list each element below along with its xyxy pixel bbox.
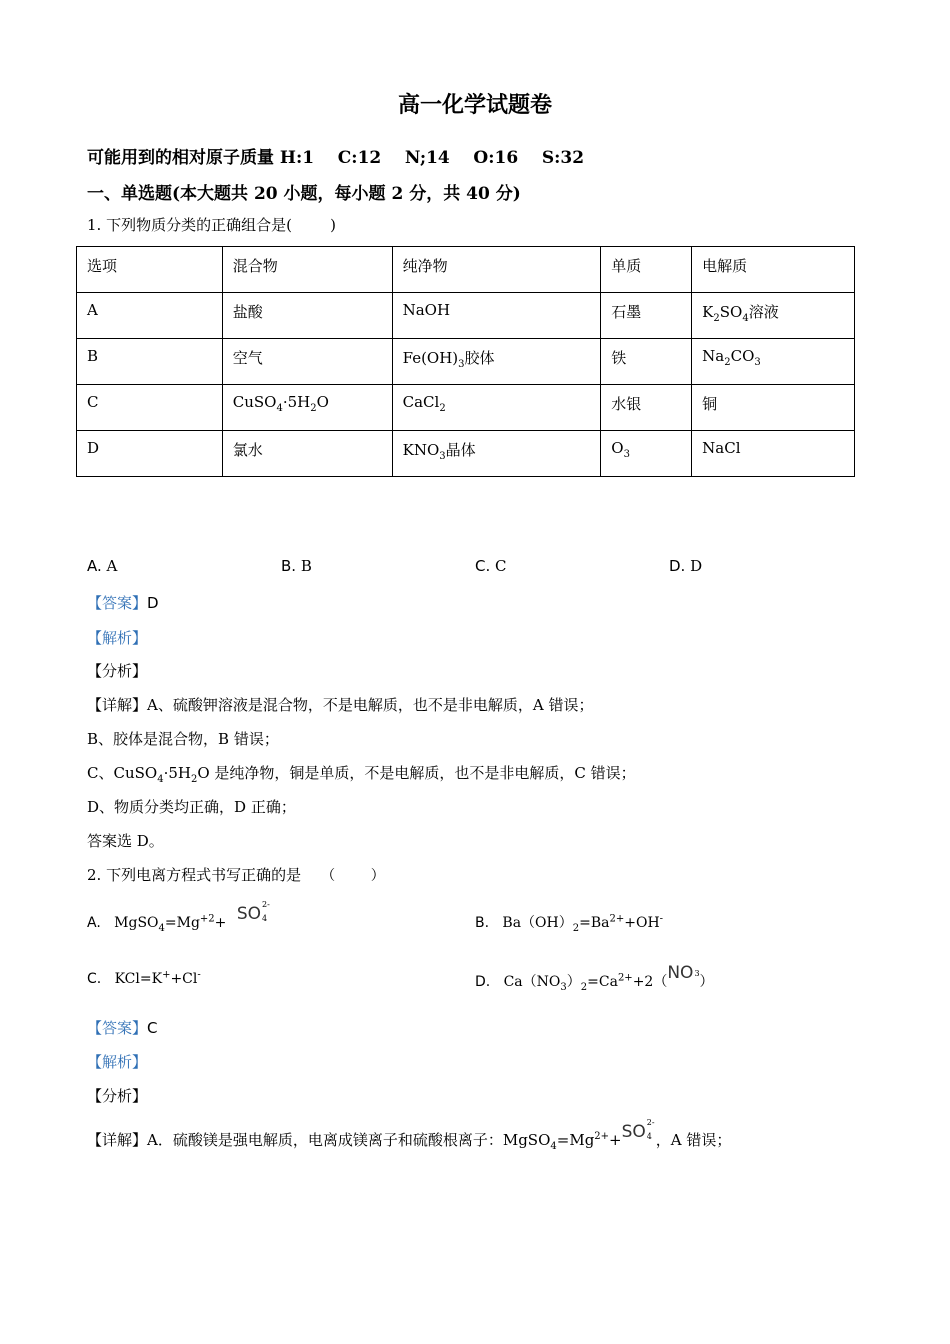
sulfate-ion: SO 2- 4	[621, 1118, 655, 1142]
section-heading: 一、单选题(本大题共 20 小题，每小题 2 分，共 40 分)	[87, 184, 521, 204]
q2-detail: 【详解】A．硫酸镁是强电解质，电离成镁离子和硫酸根离子：$MgSO_4=Mg^{2+}+SO$ 2- 4 ，A 错误；	[87, 1118, 732, 1152]
q2-stem: 2. 下列电离方程式书写正确的是 （ ）	[87, 866, 385, 884]
table-row	[77, 385, 855, 431]
cell-element: 石墨	[601, 293, 692, 339]
q1-detail-2: B、胶体是混合物，B 错误；	[87, 730, 279, 748]
cell-electrolyte: 铜	[692, 385, 855, 431]
q1-fenxi-label: 【分析】	[87, 662, 148, 680]
header-cell: 电解质	[692, 247, 855, 293]
cell-option: C	[77, 385, 223, 431]
q2-option-d[interactable]: D. $Ca(NO_3)_2=Ca^{2+}+2(NO$ 3 ）	[475, 963, 714, 993]
q1-detail-1: 【详解】A、硫酸钾溶液是混合物，不是电解质，也不是非电解质，A 错误；	[87, 696, 594, 714]
header-cell: 单质	[601, 247, 692, 293]
page-title: 高一化学试题卷	[397, 92, 552, 118]
cell-pure: NaOH	[392, 293, 601, 339]
cell-option: A	[77, 293, 223, 339]
q1-detail-4: D、物质分类均正确，D 正确；	[87, 798, 296, 816]
q1-option-c[interactable]: C. C	[475, 557, 507, 575]
cell-electrolyte: $K_2SO_4$溶液	[692, 293, 855, 339]
header-cell: 纯净物	[392, 247, 601, 293]
q2-answer: 【答案】C	[87, 1019, 158, 1037]
atomic-mass-line: 可能用到的相对原子质量 H:1 C:12 N;14 O:16 S:32	[87, 148, 585, 168]
sulfate-ion: SO 2- 4	[236, 900, 270, 924]
cell-electrolyte: $Na_2CO_3$	[692, 339, 855, 385]
cell-mixture: 盐酸	[222, 293, 392, 339]
cell-element: 水银	[601, 385, 692, 431]
q2-option-b[interactable]: B. $Ba(OH)_2=Ba^{2+}+OH^-$	[475, 913, 664, 934]
q1-answer: 【答案】D	[87, 594, 159, 612]
q1-option-d[interactable]: D. D	[669, 557, 703, 575]
cell-element: 铁	[601, 339, 692, 385]
cell-element: $O_3$	[601, 431, 692, 477]
cell-pure: CaCl$_2$	[392, 385, 601, 431]
q1-option-a[interactable]: A. A	[87, 557, 118, 575]
q1-analysis-label: 【解析】	[87, 629, 148, 647]
cell-option: D	[77, 431, 223, 477]
q1-conclusion: 答案选 D。	[87, 832, 164, 850]
cell-mixture: $CuSO_4\cdot 5H_2O$	[222, 385, 392, 431]
q2-option-a[interactable]: A. $MgSO_4=Mg^{+2}+$ SO 2- 4	[87, 900, 270, 934]
cell-electrolyte: NaCl	[692, 431, 855, 477]
nitrate-ion: NO 3	[667, 963, 700, 983]
cell-mixture: 空气	[222, 339, 392, 385]
cell-pure: $Fe(OH)_3$胶体	[392, 339, 601, 385]
cell-mixture: 氯水	[222, 431, 392, 477]
cell-pure: $KNO_3$晶体	[392, 431, 601, 477]
q1-stem: 1. 下列物质分类的正确组合是( )	[87, 216, 336, 234]
q2-analysis-label: 【解析】	[87, 1053, 148, 1071]
q2-fenxi-label: 【分析】	[87, 1087, 148, 1105]
q1-option-b[interactable]: B. B	[281, 557, 312, 575]
header-cell: 选项	[77, 247, 223, 293]
table-row	[77, 339, 855, 385]
q1-classification-table	[76, 246, 855, 477]
header-cell: 混合物	[222, 247, 392, 293]
q1-detail-3: C、$CuSO_4\cdot 5H_2O$ 是纯净物，铜是单质，不是电解质，也不是非电解质，C 错误；	[87, 764, 636, 785]
q2-option-c[interactable]: C. KCl=K++Cl-	[87, 969, 201, 987]
table-row	[77, 431, 855, 477]
table-header-row	[77, 247, 855, 293]
cell-option: B	[77, 339, 223, 385]
table-row	[77, 293, 855, 339]
